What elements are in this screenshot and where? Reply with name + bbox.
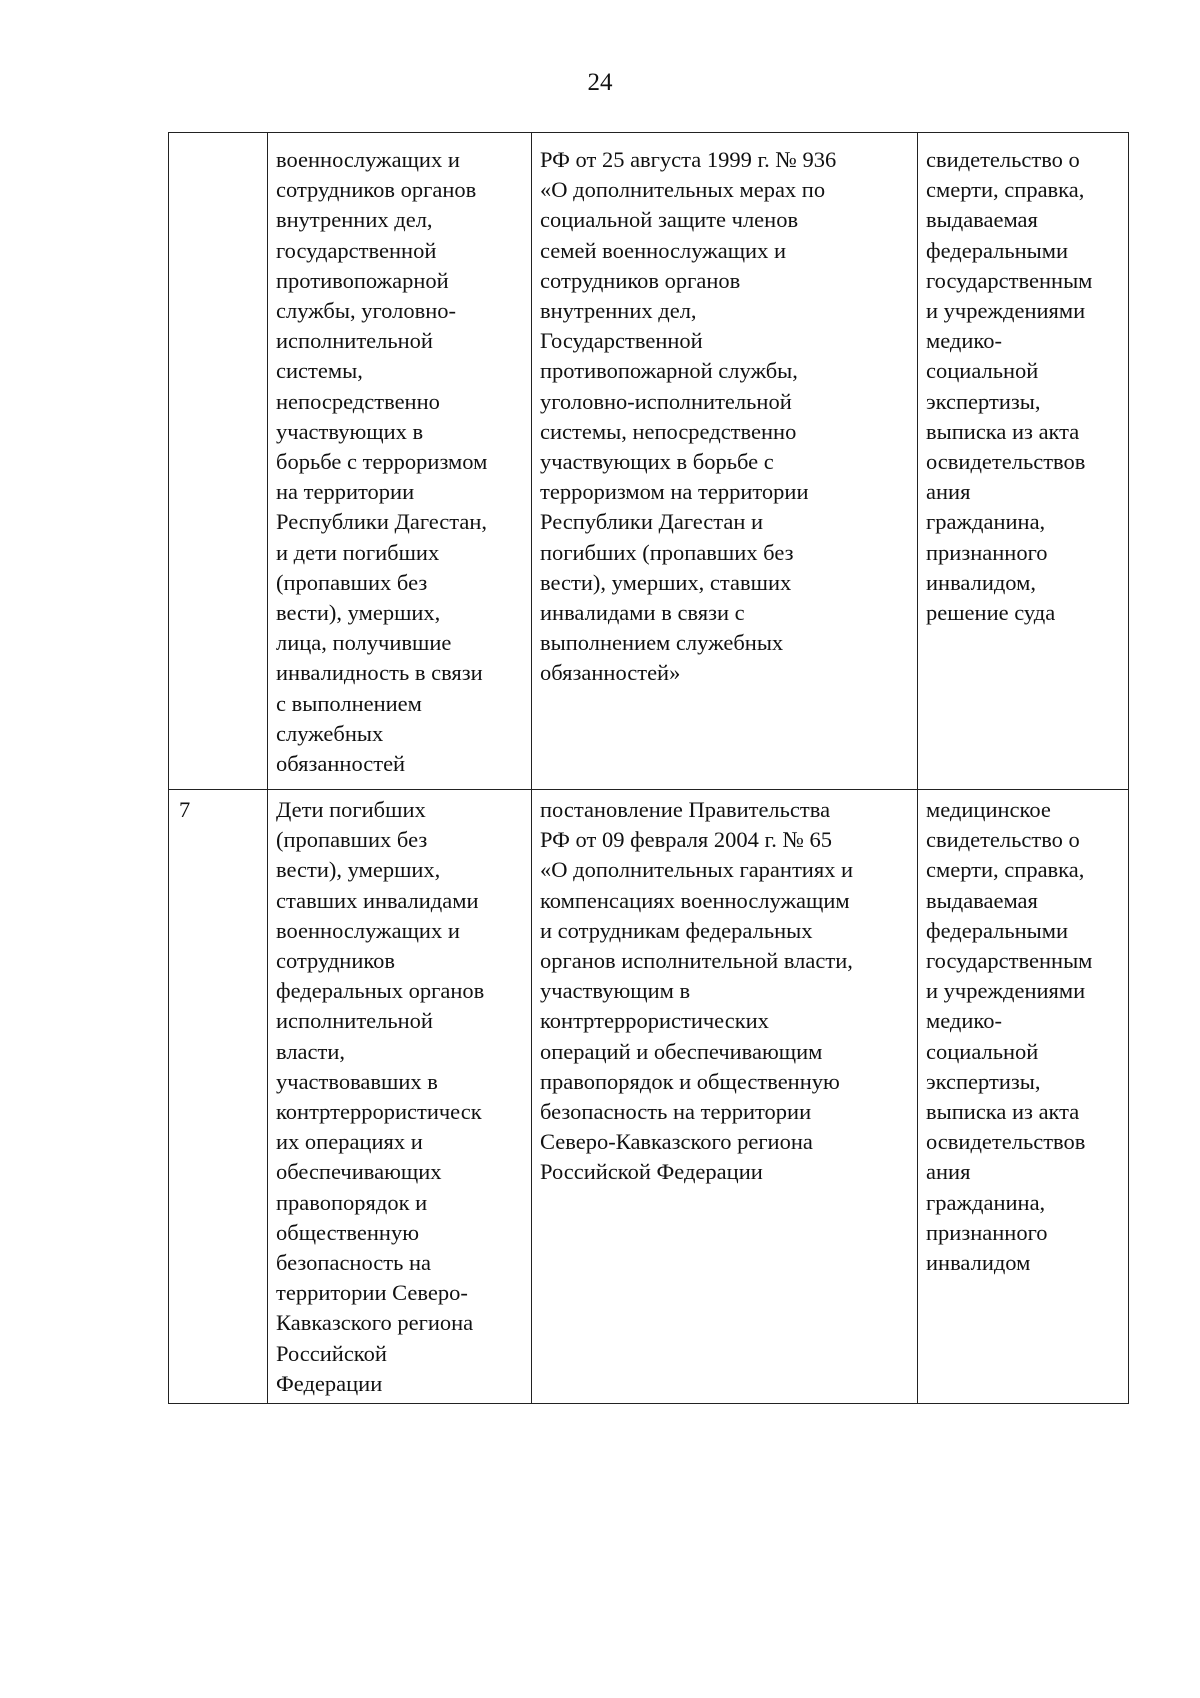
row-number-cell: 7 [169, 790, 268, 1404]
legal-basis-cell: постановление Правительства РФ от 09 февраля 2004 г. № 65 «О дополнительных гарантиях и компенсациях военнослужащим и сотрудникам федеральных органов исполнительной власти, участвующим в контртеррористических операций и обеспечивающим правопорядок и общественную безопасность на территории Северо-Кавказского региона Российской Федерации [532, 790, 918, 1404]
legal-basis-cell: РФ от 25 августа 1999 г. № 936 «О дополнительных мерах по социальной защите членов семей военнослужащих и сотрудников органов внутренних дел, Государственной противопожарной службы, уголовно-исполнительной системы, непосредственно участвующих в борьбе с терроризмом на территории Республики Дагестан и погибших (пропавших без вести), умерших, ставших инвалидами в связи с выполнением служебных обязанностей» [532, 133, 918, 790]
required-documents-cell: медицинское свидетельство о смерти, справка, выдаваемая федеральными государственным и учреждениями медико- социальной экспертизы, выписка из акта освидетельствов ания гражданина, признанного инвалидом [918, 790, 1129, 1404]
table-row [169, 133, 1129, 790]
recipient-category-cell: военнослужащих и сотрудников органов внутренних дел, государственной противопожарной службы, уголовно- исполнительной системы, непосредственно участвующих в борьбе с терроризмом на территории Республики Дагестан, и дети погибших (пропавших без вести), умерших, лица, получившие инвалидность в связи с выполнением служебных обязанностей [268, 133, 532, 790]
table-row [169, 790, 1129, 1404]
required-documents-cell: свидетельство о смерти, справка, выдаваемая федеральными государственным и учреждениями медико- социальной экспертизы, выписка из акта освидетельствов ания гражданина, признанного инвалидом, решение суда [918, 133, 1129, 790]
row-number-cell [169, 133, 268, 790]
recipient-category-cell: Дети погибших (пропавших без вести), умерших, ставших инвалидами военнослужащих и сотрудников федеральных органов исполнительной власти, участвовавших в контртеррористическ их операциях и обеспечивающих правопорядок и общественную безопасность на территории Северо- Кавказского региона Российской Федерации [268, 790, 532, 1404]
benefits-table [168, 132, 1129, 1404]
page-number: 24 [587, 69, 613, 96]
